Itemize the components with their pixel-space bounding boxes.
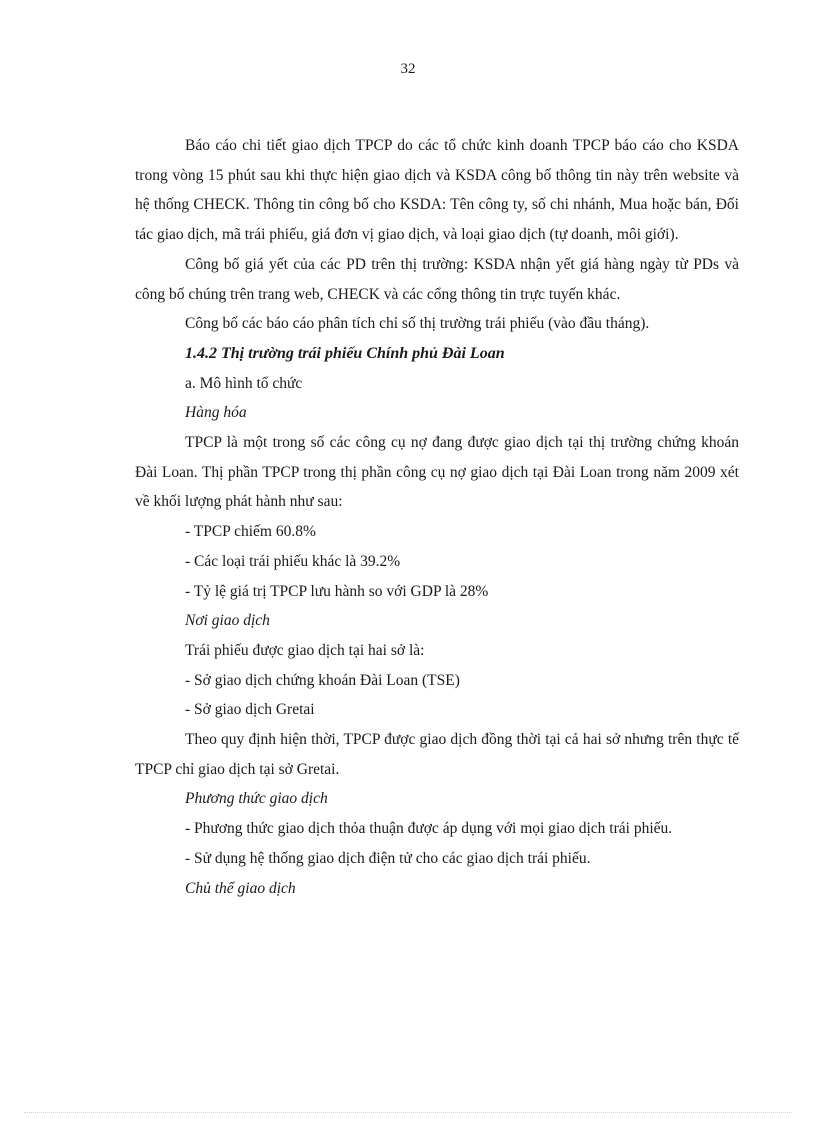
list-item: - Các loại trái phiếu khác là 39.2% bbox=[185, 552, 401, 570]
subheading-goods: Hàng hóa bbox=[185, 404, 247, 422]
list-item: - Phương thức giao dịch thỏa thuận được áp dụng với mọi giao dịch trái phiếu. bbox=[185, 820, 673, 838]
list-item: - Sử dụng hệ thống giao dịch điện tử cho các giao dịch trái phiếu. bbox=[185, 849, 591, 867]
subheading-trading-participants: Chủ thể giao dịch bbox=[185, 879, 296, 897]
paragraph-ksda-trade-reporting: Báo cáo chi tiết giao dịch TPCP do các tổ chức kinh doanh TPCP báo cáo cho KSDA trong vòng 15 phút sau khi thực hiện giao dịch và KSDA công bố thông tin này trên website và hệ thống CHECK. Thông tin công bố cho KSDA: Tên công ty, số chi nhánh, Mua hoặc bán, Đối tác giao dịch, mã trái phiếu, giá đơn vị giao dịch, và loại giao dịch (tự doanh, môi giới). bbox=[135, 137, 739, 244]
list-item: - TPCP chiếm 60.8% bbox=[185, 523, 316, 541]
list-item: - Sở giao dịch Gretai bbox=[185, 701, 315, 719]
subsection-label: a. Mô hình tổ chức bbox=[185, 374, 303, 392]
document-body bbox=[135, 131, 739, 903]
subheading-trading-venue: Nơi giao dịch bbox=[185, 612, 270, 630]
paragraph-index-report-disclosure: Công bố các báo cáo phân tích chỉ số thị trường trái phiếu (vào đầu tháng). bbox=[185, 315, 650, 333]
list-item: - Sở giao dịch chứng khoán Đài Loan (TSE) bbox=[185, 671, 460, 689]
section-heading: 1.4.2 Thị trường trái phiếu Chính phủ Đài Loan bbox=[185, 344, 505, 362]
list-intro: Trái phiếu được giao dịch tại hai sở là: bbox=[185, 641, 425, 659]
subheading-trading-method: Phương thức giao dịch bbox=[185, 790, 328, 808]
paragraph-market-share: TPCP là một trong số các công cụ nợ đang được giao dịch tại thị trường chứng khoán Đài Loan. Thị phần TPCP trong thị phần công cụ nợ giao dịch tại Đài Loan trong năm 2009 xét về khối lượng phát hành như sau: bbox=[135, 434, 739, 511]
paragraph-pd-quote-disclosure: Công bố giá yết của các PD trên thị trường: KSDA nhận yết giá hàng ngày từ PDs và công bố chúng trên trang web, CHECK và các cổng thông tin trực tuyến khác. bbox=[135, 255, 739, 303]
page-number: 32 bbox=[400, 61, 416, 77]
list-item: - Tỷ lệ giá trị TPCP lưu hành so với GDP là 28% bbox=[185, 582, 489, 600]
page-bottom-divider bbox=[24, 1112, 792, 1113]
paragraph-current-regulation: Theo quy định hiện thời, TPCP được giao dịch đồng thời tại cả hai sở nhưng trên thực tế TPCP chỉ giao dịch tại sở Gretai. bbox=[135, 731, 739, 778]
